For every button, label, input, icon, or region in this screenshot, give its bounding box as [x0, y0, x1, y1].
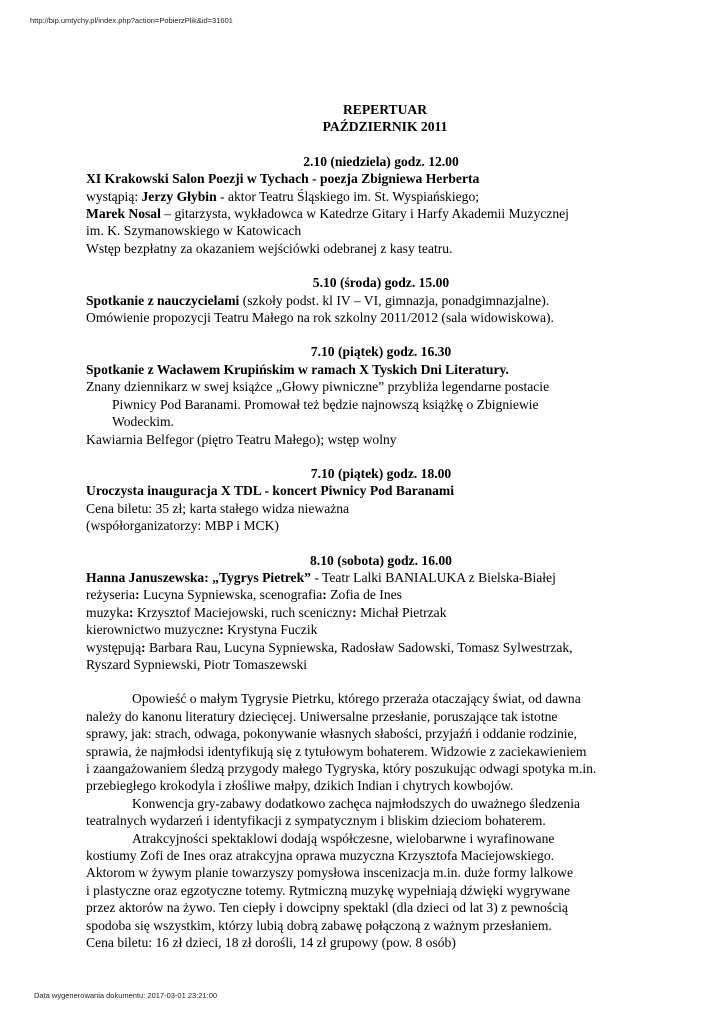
event-line: Kawiarnia Belfegor (piętro Teatru Małego); wstęp wolny — [86, 431, 397, 447]
description-line: sprawy, jak: strach, odwaga, pokonywanie własnych słabości, przyjaźń i oddanie rodzinie, — [86, 726, 577, 742]
description-line: Konwencja gry-zabawy dodatkowo zachęca najmłodszych do uważnego śledzenia — [132, 795, 581, 811]
event-5 — [86, 552, 676, 674]
performer-desc: - aktor Teatru Śląskiego im. St. Wyspiańskiego; — [216, 188, 480, 204]
credit-line — [86, 586, 676, 603]
description-line: Aktorom w żywym planie towarzyszy pomysłowa inscenizacja m.in. duże formy lalkowe — [86, 865, 573, 881]
credit-colon: : — [352, 604, 357, 620]
generation-date: Data wygenerowania dokumentu: 2017-03-01 23:21:00 — [34, 991, 218, 1000]
source-url: http://bip.umtychy.pl/index.php?action=PobierzPlik&id=31601 — [30, 16, 233, 25]
event-date: 2.10 (niedziela) godz. 12.00 — [303, 153, 459, 169]
event-headline: Spotkanie z Wacławem Krupińskim w ramach X Tyskich Dni Literatury. — [86, 361, 509, 377]
description-line: spodoba się wszystkim, którzy lubią dobrą zabawę połączoną z ważnym przesłaniem. — [86, 917, 552, 933]
credit-text: Michał Pietrzak — [356, 604, 447, 620]
credit-colon: : — [135, 587, 140, 603]
ticket-price: Cena biletu: 16 zł dzieci, 18 zł dorośli, 14 zł grupowy (pow. 8 osób) — [86, 935, 456, 951]
performer-desc: – gitarzysta, wykładowca w Katedrze Gitary i Harfy Akademii Muzycznej — [160, 206, 569, 222]
credit-text: Zofia de Ines — [326, 587, 402, 603]
title-repertuar: REPERTUAR — [342, 102, 428, 117]
credit-line — [86, 639, 676, 656]
credit-colon: : — [141, 639, 146, 655]
credit-colon: : — [322, 587, 327, 603]
event-line: Znany dziennikarz w swej książce „Głowy piwniczne” przybliża legendarne postacie — [86, 379, 550, 395]
title-month: PAŹDZIERNIK 2011 — [322, 119, 448, 135]
description-line: Opowieść o małym Tygrysie Pietrku, którego przeraża otaczający świat, od dawna — [132, 691, 581, 707]
event-line: Cena biletu: 35 zł; karta stałego widza nieważna — [86, 500, 350, 516]
event-line — [86, 188, 676, 205]
credit-colon: : — [129, 604, 134, 620]
credit-role: kierownictwo muzyczne — [86, 622, 220, 638]
event-date: 7.10 (piątek) godz. 18.00 — [310, 465, 452, 481]
description-line: i zaangażowaniem śledzą przygody małego Tygryska, który poszukując odwagi spotyka m.in. — [86, 761, 597, 776]
event-headline: Uroczysta inauguracja X TDL - koncert Piwnicy Pod Baranami — [86, 483, 455, 499]
description-line: teatralnych wydarzeń i identyfikacji z sympatycznym i bliskim dzieciom bohaterem. — [86, 813, 546, 829]
event-line: Piwnicy Pod Baranami. Promował też będzie najnowszą książkę o Zbigniewie — [112, 396, 539, 412]
event-line: Wstęp bezpłatny za okazaniem wejściówki odebranej z kasy teatru. — [86, 240, 453, 256]
description-line: należy do kanonu literatury dziecięcej. Uniwersalne przesłanie, poruszające tak istotne — [86, 708, 558, 724]
credit-role: występują — [86, 639, 142, 655]
play-description — [86, 690, 676, 951]
description-line: Atrakcyjności spektaklowi dodają współczesne, wielobarwne i wyrafinowane — [132, 830, 555, 846]
credit-text: Krystyna Fuczik — [223, 622, 318, 638]
event-audience: (szkoły podst. kl IV – VI, gimnazja, ponadgimnazjalne). — [239, 292, 550, 308]
credit-text: Krzysztof Maciejowski, ruch sceniczny — [133, 604, 353, 620]
event-line: Omówienie propozycji Teatru Małego na rok szkolny 2011/2012 (sala widowiskowa). — [86, 310, 554, 326]
credit-role: muzyka — [86, 604, 130, 620]
event-line: im. K. Szymanowskiego w Katowicach — [86, 223, 302, 239]
credit-text: Barbara Rau, Lucyna Sypniewska, Radosław Sadowski, Tomasz Sylwestrzak, — [145, 639, 573, 655]
event-date: 5.10 (środa) godz. 15.00 — [312, 275, 450, 291]
document-body — [86, 101, 676, 951]
theatre-name: - Teatr Lalki BANIALUKA z Bielska-Białej — [310, 569, 556, 585]
label-performers: wystąpią: — [86, 188, 142, 204]
event-line: Wodeckim. — [112, 414, 174, 430]
credit-text: Lucyna Sypniewska, scenografia — [139, 587, 323, 603]
document-title — [94, 101, 676, 136]
credit-colon: : — [219, 622, 224, 638]
description-line: kostiumy Zofi de Ines oraz atrakcyjna oprawa muzyczna Krzysztofa Maciejowskiego. — [86, 848, 555, 864]
credit-line: Ryszard Sypniewski, Piotr Tomaszewski — [86, 656, 308, 672]
description-line: przez aktorów na żywo. Ten ciepły i dowcipny spektakl (dla dzieci od lat 3) z pewnością — [86, 900, 568, 916]
credit-line — [86, 621, 676, 638]
event-line: (współorganizatorzy: MBP i MCK) — [86, 518, 279, 534]
event-line — [86, 292, 676, 309]
performer-name: Jerzy Głybin — [141, 188, 217, 204]
event-line — [86, 205, 676, 222]
event-3 — [86, 343, 676, 447]
event-1 — [86, 153, 676, 257]
performer-name: Marek Nosal — [86, 206, 161, 222]
event-4 — [86, 465, 676, 535]
description-line: przebiegłego krokodyla i złośliwe małpy, dzikich Indian i chytrych kowbojów. — [86, 778, 514, 794]
event-2 — [86, 274, 676, 326]
event-headline: XI Krakowski Salon Poezji w Tychach - poezja Zbigniewa Herberta — [86, 171, 480, 187]
description-line: sprawia, że najmłodsi identyfikują się z tytułowym bohaterem. Widzowie z zaciekawieniem — [86, 743, 587, 759]
description-line: i plastyczne oraz egzotyczne totemy. Rytmiczną muzykę wypełniają dźwięki wygrywane — [86, 882, 570, 898]
play-title: Hanna Januszewska: „Tygrys Pietrek” — [86, 569, 311, 585]
event-title: Spotkanie z nauczycielami — [86, 292, 240, 308]
event-date: 8.10 (sobota) godz. 16.00 — [310, 552, 452, 568]
event-date: 7.10 (piątek) godz. 16.30 — [310, 344, 452, 360]
credit-role: reżyseria — [86, 587, 136, 603]
credit-line — [86, 604, 676, 621]
event-headline — [86, 569, 676, 586]
